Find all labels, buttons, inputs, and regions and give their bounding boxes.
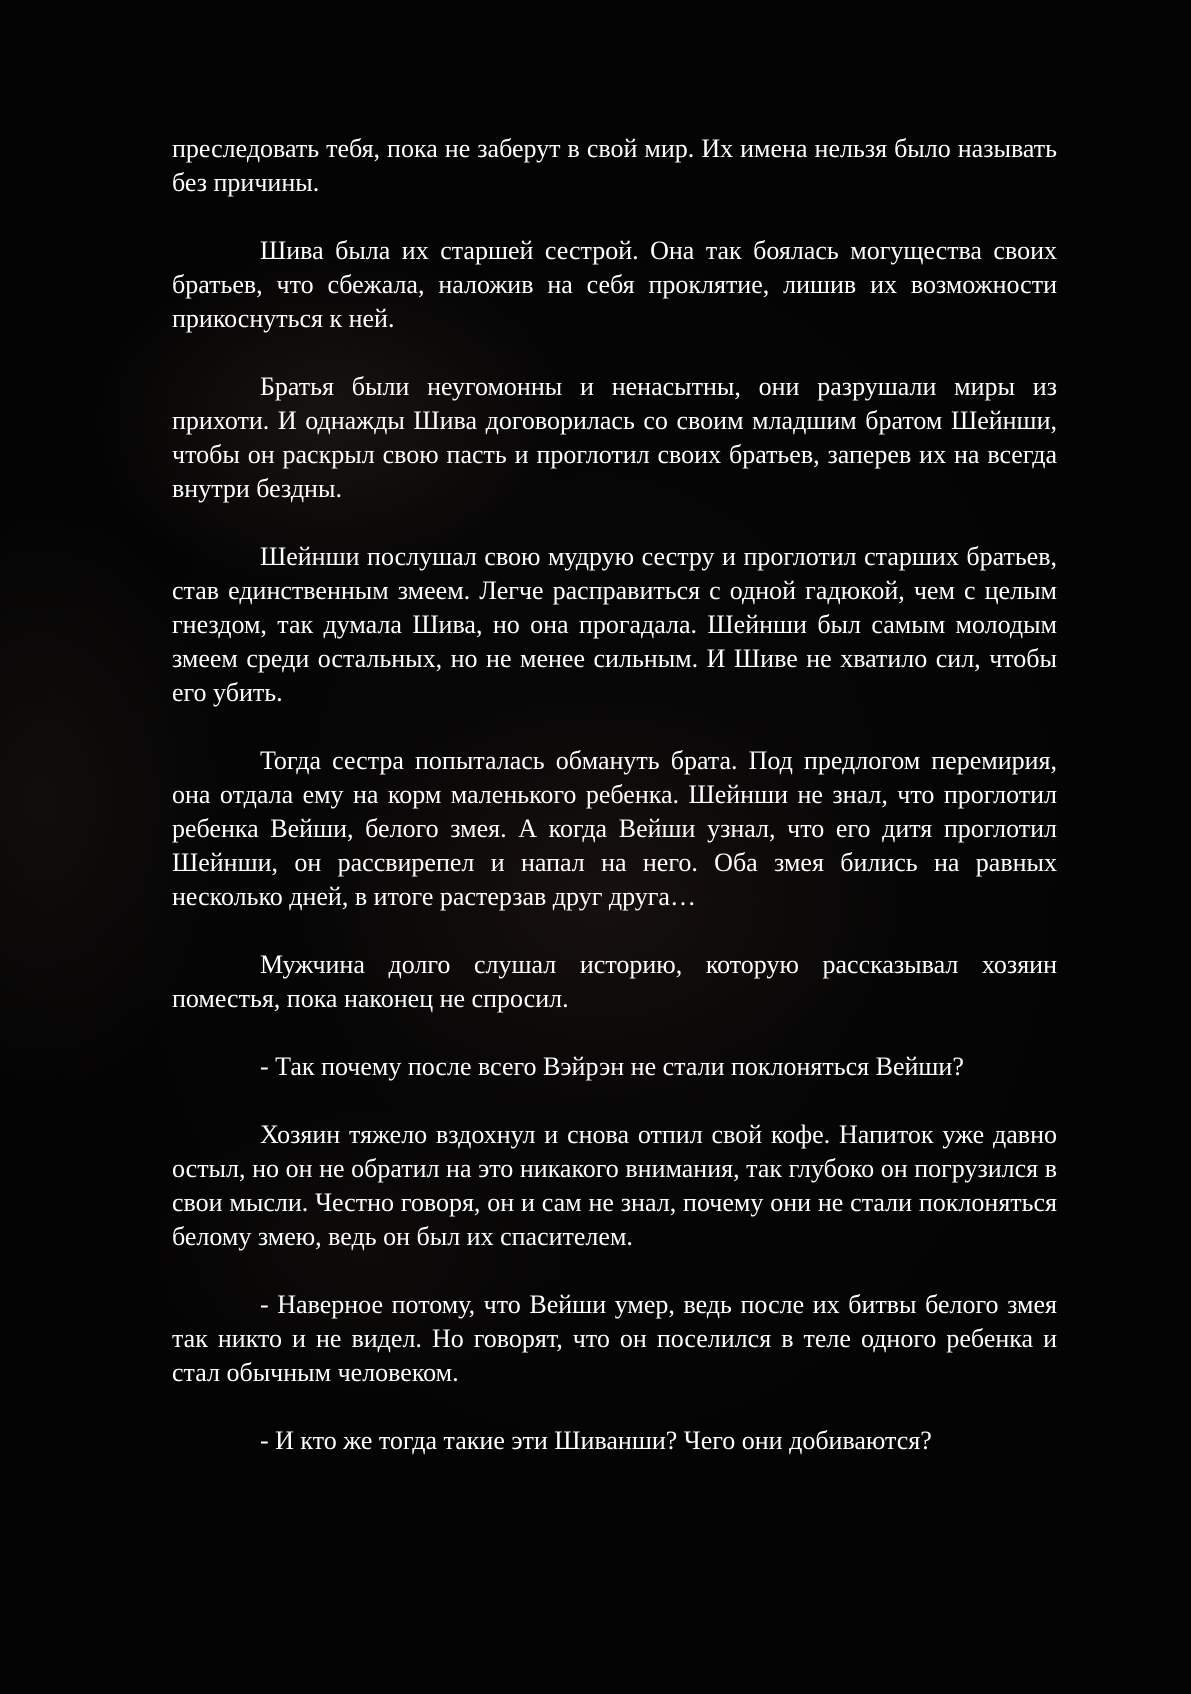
- story-text: [172, 132, 1057, 1492]
- paragraph-4: Шейнши послушал свою мудрую сестру и проглотил старших братьев, став единственным змеем. Легче расправиться с одной гадюкой, чем с целым гнездом, так думала Шива, но она прогадала. Шейнши был самым молодым змеем среди остальных, но не менее сильным. И Шиве не хватило сил, чтобы его убить.: [172, 542, 1057, 707]
- paragraph-2: Шива была их старшей сестрой. Она так боялась могущества своих братьев, что сбежала, наложив на себя проклятие, лишив их возможности прикоснуться к ней.: [172, 236, 1057, 333]
- paragraph-10: - И кто же тогда такие эти Шиванши? Чего они добиваются?: [260, 1426, 932, 1455]
- paragraph-9: - Наверное потому, что Вейши умер, ведь после их битвы белого змея так никто и не видел. Но говорят, что он поселился в теле одного ребенка и стал обычным человеком.: [172, 1290, 1057, 1387]
- paragraph-7: - Так почему после всего Вэйрэн не стали поклоняться Вейши?: [260, 1052, 964, 1081]
- paragraph-8: Хозяин тяжело вздохнул и снова отпил свой кофе. Напиток уже давно остыл, но он не обратил на это никакого внимания, так глубоко он погрузился в свои мысли. Честно говоря, он и сам не знал, почему они не стали поклоняться белому змею, ведь он был их спасителем.: [172, 1120, 1057, 1251]
- paragraph-6: Мужчина долго слушал историю, которую рассказывал хозяин поместья, пока наконец не спросил.: [172, 950, 1057, 1013]
- paragraph-3: Братья были неугомонны и ненасытны, они разрушали миры из прихоти. И однажды Шива договорилась со своим младшим братом Шейнши, чтобы он раскрыл свою пасть и проглотил своих братьев, заперев их на всегда внутри бездны.: [172, 372, 1057, 503]
- paragraph-1: преследовать тебя, пока не заберут в свой мир. Их имена нельзя было называть без причины.: [172, 134, 1057, 197]
- paragraph-5: Тогда сестра попыталась обмануть брата. Под предлогом перемирия, она отдала ему на корм маленького ребенка. Шейнши не знал, что проглотил ребенка Вейши, белого змея. А когда Вейши узнал, что его дитя проглотил Шейнши, он рассвирепел и напал на него. Оба змея бились на равных несколько дней, в итоге растерзав друг друга…: [172, 746, 1057, 911]
